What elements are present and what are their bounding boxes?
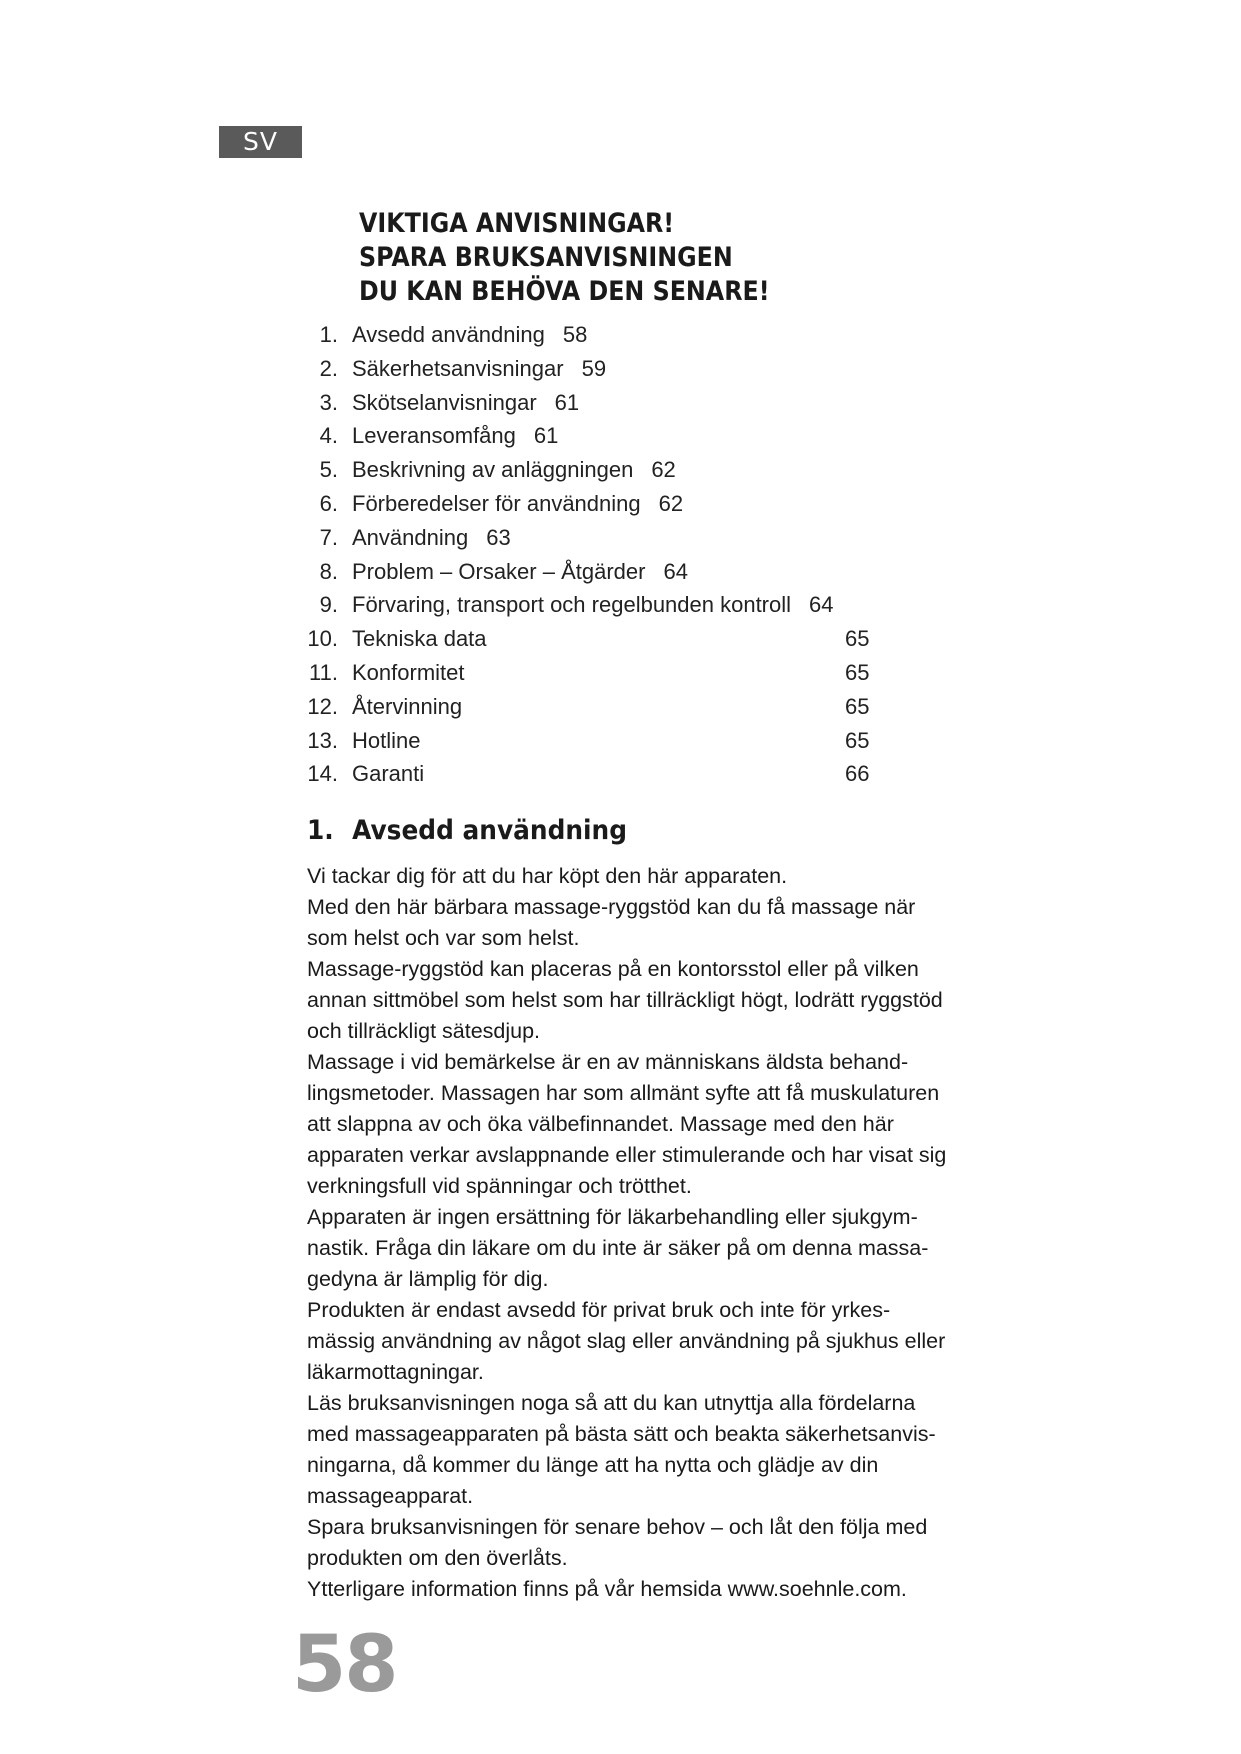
page-number: 58 bbox=[292, 1620, 397, 1710]
paragraph: Massage i vid bemärkelse är en av människans äldsta behandlingsmetoder. Massagen har som allmänt syfte att få muskulaturen att slappna av och öka välbefinnandet. Massage med den här apparaten verkar avslappnande eller stimulerande och har visat sig verkningsfull vid spänningar och trötthet. bbox=[307, 1050, 947, 1198]
toc-item bbox=[300, 521, 900, 555]
toc-title: Avsedd användning 58 bbox=[352, 322, 588, 347]
toc-item bbox=[300, 757, 900, 791]
toc-title: Beskrivning av anläggningen 62 bbox=[352, 457, 676, 483]
toc-page: 59 bbox=[581, 355, 607, 381]
paragraph: Läs bruksanvisningen noga så att du kan utnyttja alla fördelarna med massageapparaten på bästa sätt och beakta säkerhetsanvisningarna, då kommer du länge att ha nytta och glädje av din massageapparat. bbox=[307, 1391, 936, 1508]
important-notice-heading bbox=[359, 207, 826, 309]
notice-line: DU KAN BEHÖVA DEN SENARE! bbox=[359, 276, 770, 307]
toc-page: 65 bbox=[845, 659, 870, 685]
toc-number: 1. bbox=[319, 322, 338, 347]
toc-item bbox=[300, 555, 900, 589]
paragraph: Vi tackar dig för att du har köpt den här apparaten. bbox=[307, 864, 788, 888]
toc-number: 2. bbox=[319, 355, 338, 381]
toc-page: 58 bbox=[562, 322, 588, 347]
paragraph: Apparaten är ingen ersättning för läkarbehandling eller sjukgymnastik. Fråga din läkare om du inte är säker på om denna massagedyna är lämplig för dig. bbox=[307, 1205, 929, 1291]
toc-item bbox=[300, 487, 900, 521]
toc-number: 12. bbox=[307, 693, 338, 719]
toc-title: Återvinning bbox=[352, 693, 463, 719]
toc-title: Skötselanvisningar 61 bbox=[352, 389, 580, 415]
toc-title: Konformitet bbox=[352, 659, 465, 685]
paragraph: Massage-ryggstöd kan placeras på en kontorsstol eller på vilken annan sittmöbel som helst som har tillräckligt högt, lodrätt ryggstöd och tillräckligt sätesdjup. bbox=[307, 957, 943, 1043]
toc-page: 61 bbox=[533, 423, 559, 449]
toc-number: 11. bbox=[309, 659, 338, 685]
toc-number: 5. bbox=[319, 457, 338, 483]
paragraph: Ytterligare information finns på vår hemsida www.soehnle.com. bbox=[307, 1577, 907, 1601]
toc-title: Säkerhetsanvisningar 59 bbox=[352, 355, 607, 381]
toc-title: Problem – Orsaker – Åtgärder 64 bbox=[352, 558, 688, 584]
toc-number: 4. bbox=[319, 423, 338, 449]
toc-title: Förberedelser för användning 62 bbox=[352, 490, 684, 516]
paragraph: Med den här bärbara massage-ryggstöd kan du få massage när som helst och var som helst. bbox=[307, 895, 916, 950]
section-title: Avsedd användning bbox=[352, 815, 628, 846]
toc-item bbox=[300, 386, 900, 420]
paragraph: Produkten är endast avsedd för privat bruk och inte för yrkesmässig användning av något slag eller användning på sjukhus eller läkarmottagningar. bbox=[307, 1298, 946, 1384]
toc-number: 9. bbox=[319, 592, 338, 618]
toc-item bbox=[300, 453, 900, 487]
toc-page: 65 bbox=[845, 727, 870, 753]
toc-item bbox=[300, 318, 900, 352]
toc-number: 13. bbox=[307, 727, 338, 753]
toc-item bbox=[300, 588, 900, 622]
section-body bbox=[307, 861, 947, 1605]
notice-line: SPARA BRUKSANVISNINGEN bbox=[359, 242, 733, 273]
toc-page: 64 bbox=[809, 592, 834, 618]
toc-page: 65 bbox=[845, 693, 870, 719]
toc-page: 64 bbox=[663, 558, 688, 584]
toc-title: Garanti bbox=[352, 761, 425, 787]
toc-title: Tekniska data bbox=[352, 626, 487, 652]
toc-title: Leveransomfång 61 bbox=[352, 423, 559, 449]
toc-item bbox=[300, 724, 900, 758]
toc-page: 62 bbox=[651, 457, 676, 483]
toc-title: Hotline bbox=[352, 727, 421, 753]
toc-title: Användning 63 bbox=[352, 524, 511, 550]
toc-page: 63 bbox=[486, 524, 511, 550]
toc-number: 14. bbox=[307, 761, 338, 787]
language-tab: SV bbox=[219, 126, 302, 158]
toc-item bbox=[300, 419, 900, 453]
toc-page: 65 bbox=[845, 626, 870, 652]
toc-item bbox=[300, 656, 900, 690]
section-heading bbox=[307, 815, 627, 846]
toc-number: 10. bbox=[307, 626, 338, 652]
paragraph: Spara bruksanvisningen för senare behov – och låt den följa med produkten om den överlåts. bbox=[307, 1515, 928, 1570]
toc-item bbox=[300, 622, 900, 656]
section-number: 1. bbox=[307, 815, 334, 846]
toc-page: 66 bbox=[845, 761, 870, 787]
table-of-contents bbox=[300, 318, 900, 791]
toc-number: 7. bbox=[319, 524, 338, 550]
toc-page: 61 bbox=[554, 389, 580, 415]
toc-item bbox=[300, 690, 900, 724]
toc-title: Förvaring, transport och regelbunden kontroll 64 bbox=[352, 592, 834, 618]
toc-number: 3. bbox=[319, 389, 338, 415]
toc-number: 8. bbox=[319, 558, 338, 584]
toc-item bbox=[300, 352, 900, 386]
toc-number: 6. bbox=[319, 490, 338, 516]
toc-page: 62 bbox=[658, 490, 684, 516]
notice-line: VIKTIGA ANVISNINGAR! bbox=[359, 208, 675, 239]
